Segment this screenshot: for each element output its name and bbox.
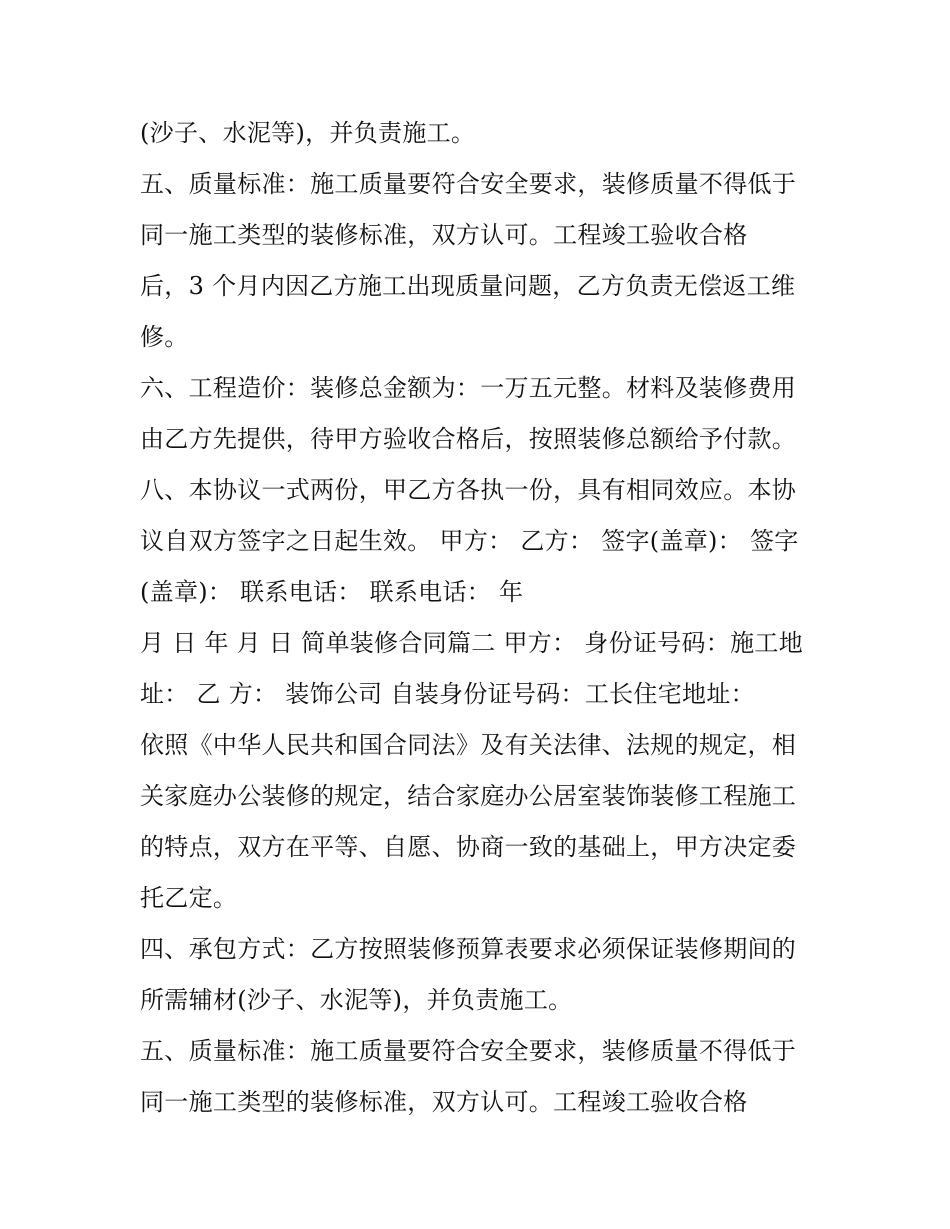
text-line-15: 的特点，双方在平等、自愿、协商一致的基础上，甲方决定委 bbox=[140, 833, 797, 861]
text-line-3: 同一施工类型的装修标准，双方认可。工程竣工验收合格 bbox=[140, 221, 748, 249]
text-line-19: 五、质量标准：施工质量要符合安全要求，装修质量不得低于 bbox=[140, 1037, 797, 1065]
text-line-7: 由乙方先提供，待甲方验收合格后，按照装修总额给予付款。 bbox=[140, 425, 797, 453]
text-line-2: 五、质量标准：施工质量要符合安全要求，装修质量不得低于 bbox=[140, 170, 797, 198]
text-line-14: 关家庭办公装修的规定，结合家庭办公居室装饰装修工程施工 bbox=[140, 782, 797, 810]
text-line-16: 托乙定。 bbox=[140, 884, 238, 912]
text-line-12: 址： 乙 方： 装饰公司 自装身份证号码：工长住宅地址： bbox=[140, 680, 755, 708]
text-line-11: 月 日 年 月 日 简单装修合同篇二 甲方： 身份证号码：施工地 bbox=[140, 629, 804, 657]
text-line-4: 后，3 个月内因乙方施工出现质量问题，乙方负责无偿返工维 bbox=[140, 272, 796, 300]
text-line-17: 四、承包方式：乙方按照装修预算表要求必须保证装修期间的 bbox=[140, 935, 797, 963]
text-line-1: (沙子、水泥等)，并负责施工。 bbox=[140, 119, 476, 147]
text-line-6: 六、工程造价：装修总金额为：一万五元整。材料及装修费用 bbox=[140, 374, 797, 402]
text-line-10: (盖章)： 联系电话： 联系电话： 年 bbox=[140, 578, 524, 606]
text-line-20: 同一施工类型的装修标准，双方认可。工程竣工验收合格 bbox=[140, 1088, 748, 1116]
text-line-18: 所需辅材(沙子、水泥等)，并负责施工。 bbox=[140, 986, 573, 1014]
contract-text-body bbox=[140, 108, 830, 1128]
text-line-13: 依照《中华人民共和国合同法》及有关法律、法规的规定，相 bbox=[140, 731, 797, 759]
text-line-9: 议自双方签字之日起生效。 甲方： 乙方： 签字(盖章)： 签字 bbox=[140, 527, 799, 555]
text-line-8: 八、本协议一式两份，甲乙方各执一份，具有相同效应。本协 bbox=[140, 476, 797, 504]
text-line-5: 修。 bbox=[140, 323, 189, 351]
